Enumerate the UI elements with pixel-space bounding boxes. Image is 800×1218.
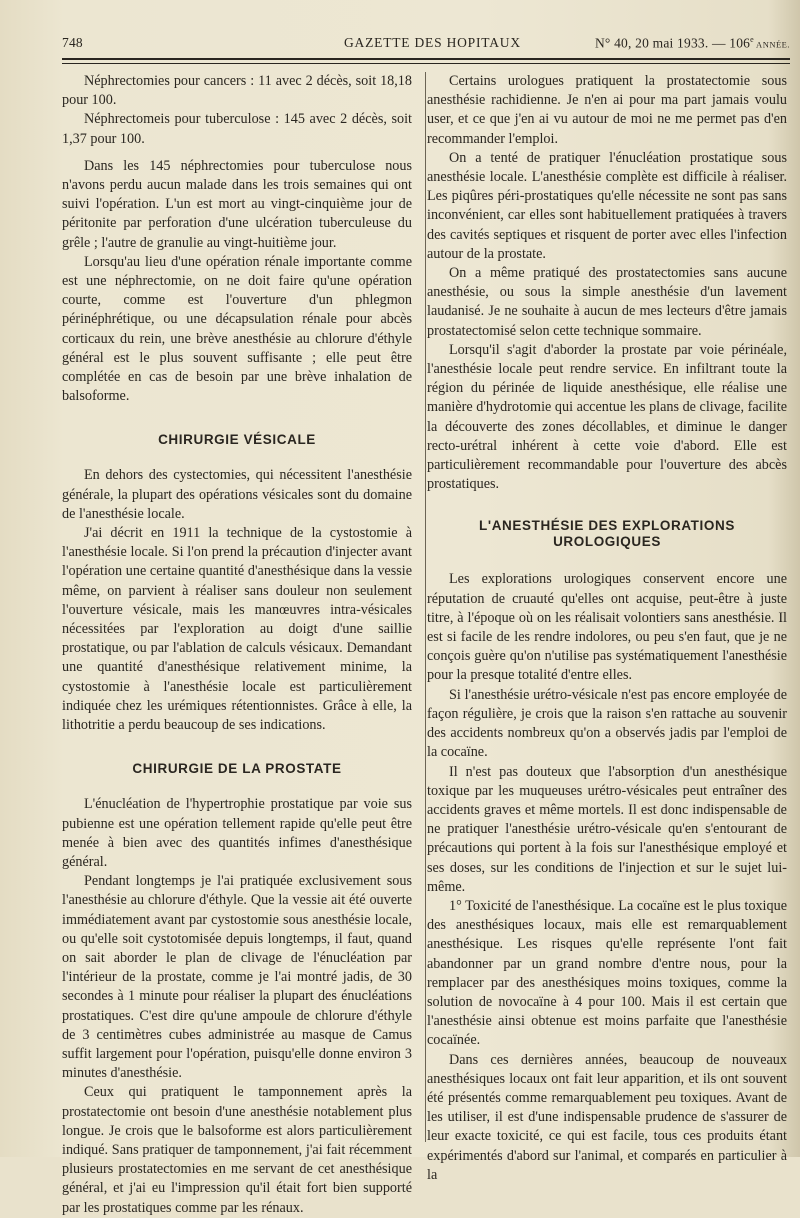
paragraph: L'énucléation de l'hypertrophie prostatique par voie sus pubienne est une opération tellement rapide qu'elle peut être menée à bien avec des quantités infimes d'anesthésique général.: [62, 796, 412, 870]
paragraph: J'ai décrit en 1911 la technique de la cystostomie à l'anesthésie locale. Si l'on prend la précaution d'injecter avant l'opération une certaine quantité d'anesthésique dans la vessie même, on parvient à réaliser sans douleur non seulement l'ouverture vésicale, mais les manœuvres intra-vésicales nécessitées par l'exploration au doigt d'une saillie prostatique, ou par l'ablation de calculs vésicaux. Demandant une quantité d'anesthésique relativement minime, la cystostomie à l'anesthésie locale est particulièrement indiquée chez les urémiques rétentionnistes. Grâce à elle, la lithotritie a perdu beaucoup de ses indications.: [62, 525, 412, 734]
section-heading-explorations-urologiques: L'ANESTHÉSIE DES EXPLORATIONS UROLOGIQUES: [479, 518, 735, 550]
running-header: [62, 35, 790, 51]
paragraph: Il n'est pas douteux que l'absorption d'un anesthésique toxique par les muqueuses urétro-vésicales peut entraîner des accidents graves et même mortels. Il est donc indispensable de ne pratiquer l'anesthésie urétro-vésicale qu'en s'entourant de précautions qui portent à la fois sur l'anesthésique employé et ses doses, sur les conditions de l'injection et sur le sujet lui-même.: [427, 763, 787, 895]
journal-title: GAZETTE DES HOPITAUX: [344, 35, 521, 50]
paragraph: On a même pratiqué des prostatectomies sans aucune anesthésie, ou sous la simple anesthésie d'un lavement laudanisé. Je ne souhaite à aucun de mes lecteurs d'être jamais prostatectomisé selon cette technique sommaire.: [427, 265, 787, 339]
paragraph: 1° Toxicité de l'anesthésique. La cocaïne est le plus toxique des anesthésiques locaux, mais elle est remarquablement anesthésique. Les risques qu'elle représente l'ont fait abandonner par un grand nombre d'entre nous, pour la remplacer par des anesthésiques moins toxiques, comme la solution de novocaïne à 4 pour 100. Mais il est certain que l'anesthésie ainsi obtenue est moins parfaite que l'anesthésie cocaïnée.: [427, 897, 787, 1049]
paragraph: Lorsqu'au lieu d'une opération rénale importante comme est une néphrectomie, on ne doit faire qu'une opération courte, comme est l'ouverture d'un phlegmon périnéphrétique, ou une décapsulation rénale pour abcès corticaux du rein, une brève anesthésie au chlorure d'éthyle général est le plus souvent suffisante ; elle peut être complétée en cas de besoin par une brève inhalation de balsoforme.: [62, 253, 412, 405]
paragraph: En dehors des cystectomies, qui nécessitent l'anesthésie générale, la plupart des opérations vésicales sont du domaine de l'anesthésie locale.: [62, 467, 412, 522]
page-number: 748: [62, 35, 83, 50]
paragraph: Si l'anesthésie urétro-vésicale n'est pas encore employée de façon régulière, je crois que la raison s'en rattache au souvenir des accidents nombreux qu'on a observés jadis par l'emploi de la cocaïne.: [427, 686, 787, 761]
issue-number-date: N° 40, 20 mai 1933. — 106: [594, 35, 751, 51]
section-heading-chirurgie-prostate: CHIRURGIE DE LA PROSTATE: [132, 761, 342, 777]
issue-ordinal-suffix: e: [750, 35, 754, 44]
left-column: [62, 72, 412, 1218]
right-column: [427, 72, 787, 1185]
paragraph: Certains urologues pratiquent la prostatectomie sous anesthésie rachidienne. Je n'en ai pour ma part jamais voulu user, et ce que j'en ai vu autour de moi ne me permet pas d'en recommander l'emploi.: [427, 73, 787, 147]
issue-info: [595, 35, 790, 52]
paragraph: Ceux qui pratiquent le tamponnement après la prostatectomie ont besoin d'une anesthésie notablement plus longue. Je crois que le balsoforme est alors particulièrement indiqué. Sans pratiquer de tamponnement, j'ai fait récemment plusieurs prostatectomies en me servant de cet anesthésique général, et j'ai eu l'impression qu'il était fort bien supporté par les prostatiques comme par les rénaux.: [62, 1084, 412, 1216]
header-rule-thick: [62, 58, 790, 60]
paragraph: Lorsqu'il s'agit d'aborder la prostate par voie périnéale, l'anesthésie locale peut rendre service. En infiltrant toute la région du périnée de liquide anesthésique, elle réalise une manière d'hydrotomie qui accentue les plans de clivage, facilite la découverte des zones décollables, et diminue le danger recto-urétral inhérent à cette voie d'abord. Elle est particulièrement recommandable pour l'ouverture des abcès prostatiques.: [427, 341, 787, 493]
paragraph: Pendant longtemps je l'ai pratiquée exclusivement sous l'anesthésie au chlorure d'éthyle. Que la vessie ait été ouverte immédiatement avant par cystostomie sous anesthésie locale, ou qu'elle soit cystotomisée depuis longtemps, il faut, quand on sait aborder le plan de clivage de l'énucléation par l'intérieur de la prostate, comme je l'ai montré jadis, de 30 secondes à 1 minute pour réaliser la plupart des énucléations prostatiques. C'est dire qu'une ampoule de chlorure d'éthyle de 3 centimètres cubes administrée au masque de Camus suffit largement pour l'opération, puisqu'elle donne environ 3 minutes d'anesthésie.: [62, 873, 412, 1082]
paragraph: Néphrectomeis pour tuberculose : 145 avec 2 décès, soit 1,37 pour 100.: [62, 111, 412, 147]
header-rule-thin: [62, 63, 790, 64]
paragraph: On a tenté de pratiquer l'énucléation prostatique sous anesthésie locale. L'anesthésie complète est difficile à réaliser. Les piqûres péri-prostatiques qu'elle nécessite ne sont pas sans inconvénient, car elles sont habituellement pratiquées à travers des cavités septiques et risquent de porter avec elles l'infection autour de la prostate.: [427, 149, 787, 262]
column-divider: [425, 72, 426, 1142]
paragraph: Les explorations urologiques conservent encore une réputation de cruauté qu'elles ont acquise, peut-être à juste titre, à l'époque où on les réalisait volontiers sans anesthésie. Il est si facile de les rendre indolores, ou peu s'en faut, que je ne conçois guère qu'on n'utilise pas systématiquement l'anesthésie pour la presque totalité d'entre elles.: [427, 571, 787, 684]
paragraph: Néphrectomies pour cancers : 11 avec 2 décès, soit 18,18 pour 100.: [62, 73, 412, 109]
paragraph: Dans les 145 néphrectomies pour tuberculose nous n'avons perdu aucun malade dans les trois semaines qui ont suivi l'opération. L'un est mort au vingt-cinquième jour de péritonite par perforation d'une ulcération tuberculeuse du grêle ; l'autre de granulie au vingt-huitième jour.: [62, 157, 412, 251]
section-heading-chirurgie-vesicale: CHIRURGIE VÉSICALE: [158, 432, 316, 448]
paragraph: Dans ces dernières années, beaucoup de nouveaux anesthésiques locaux ont fait leur apparition, et ils ont souvent été présentés comme remarquablement peu toxiques. Avant de les utiliser, il est d'une indispensable prudence de s'assurer de leur exacte toxicité, ce qui est facile, tous ces produits étant expérimentés d'abord sur l'animal, et comparés en particulier à la: [427, 1051, 787, 1183]
issue-year-label: ANNÉE.: [753, 39, 790, 50]
